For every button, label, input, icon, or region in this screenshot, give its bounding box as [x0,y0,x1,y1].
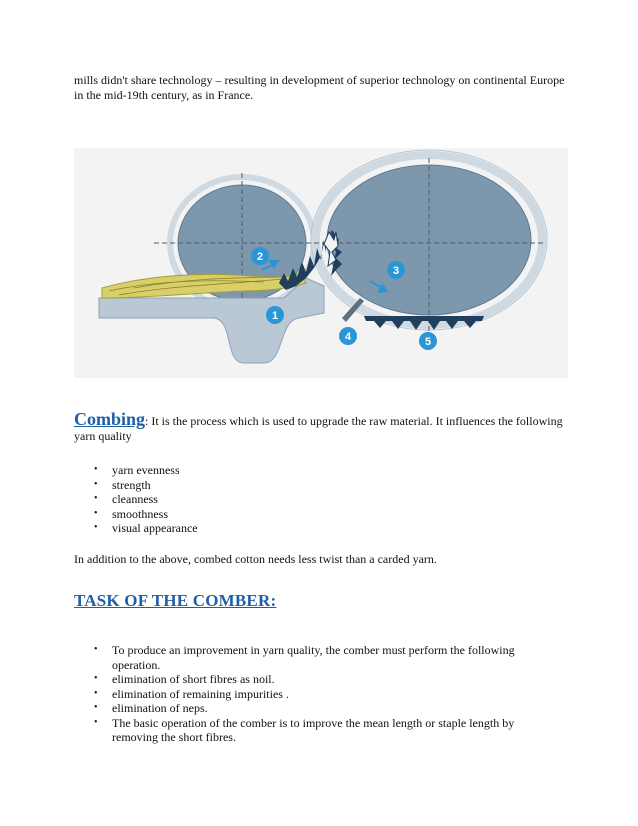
label-badge-5 [419,332,437,350]
svg-text:1: 1 [271,310,279,322]
bullet-icon: • [94,644,98,655]
bullet-icon: • [94,507,98,519]
label-badge-4 [339,327,357,345]
task-heading: TASK OF THE COMBER: [74,591,277,610]
list-item: • The basic operation of the comber is to improve the mean length or staple length by removing the short fibres. [94,715,515,744]
list-item: • smoothness [94,506,169,521]
list-item: • elimination of neps. [94,701,208,715]
comber-diagram [74,148,568,378]
bullet-icon: • [94,464,98,475]
combing-term: Combing [74,409,146,429]
bullet-icon: • [94,478,98,490]
addition-paragraph: In addition to the above, combed cotton needs less twist than a carded yarn. [74,552,437,566]
fibre-fleece [102,274,306,298]
label-badge-1 [266,306,284,324]
bullet-icon: • [94,702,98,713]
svg-text:4: 4 [344,331,352,343]
svg-text:5: 5 [424,336,432,348]
comber-diagram-svg [74,148,568,378]
svg-text:3: 3 [392,265,400,277]
bullet-icon: • [94,522,98,533]
list-item: • To produce an improvement in yarn quality, the comber must perform the following operation. [94,643,515,672]
list-item: • visual appearance [94,521,198,535]
label-badge-3 [387,261,405,279]
label-badge-2 [251,247,269,265]
list-item: • elimination of short fibres as noil. [94,672,275,686]
combing-paragraph [74,409,574,444]
bullet-icon: • [94,716,98,728]
list-item: • yarn evenness [94,463,180,477]
list-item: • cleanness [94,492,158,506]
bullet-icon: • [94,687,98,699]
task-list [94,643,534,745]
combing-definition: : It is the process which is used to upgrade the raw material. It influences the following yarn quality [74,414,563,443]
list-item: • strength [94,477,151,492]
bullet-icon: • [94,673,98,684]
yarn-quality-list [94,463,198,536]
intro-paragraph: mills didn't share technology – resulting in development of superior technology on continental Europe in the mid-19th century, as in France. [74,73,565,102]
bullet-icon: • [94,493,98,504]
list-item: • elimination of remaining impurities . [94,686,289,701]
svg-text:2: 2 [256,251,264,263]
